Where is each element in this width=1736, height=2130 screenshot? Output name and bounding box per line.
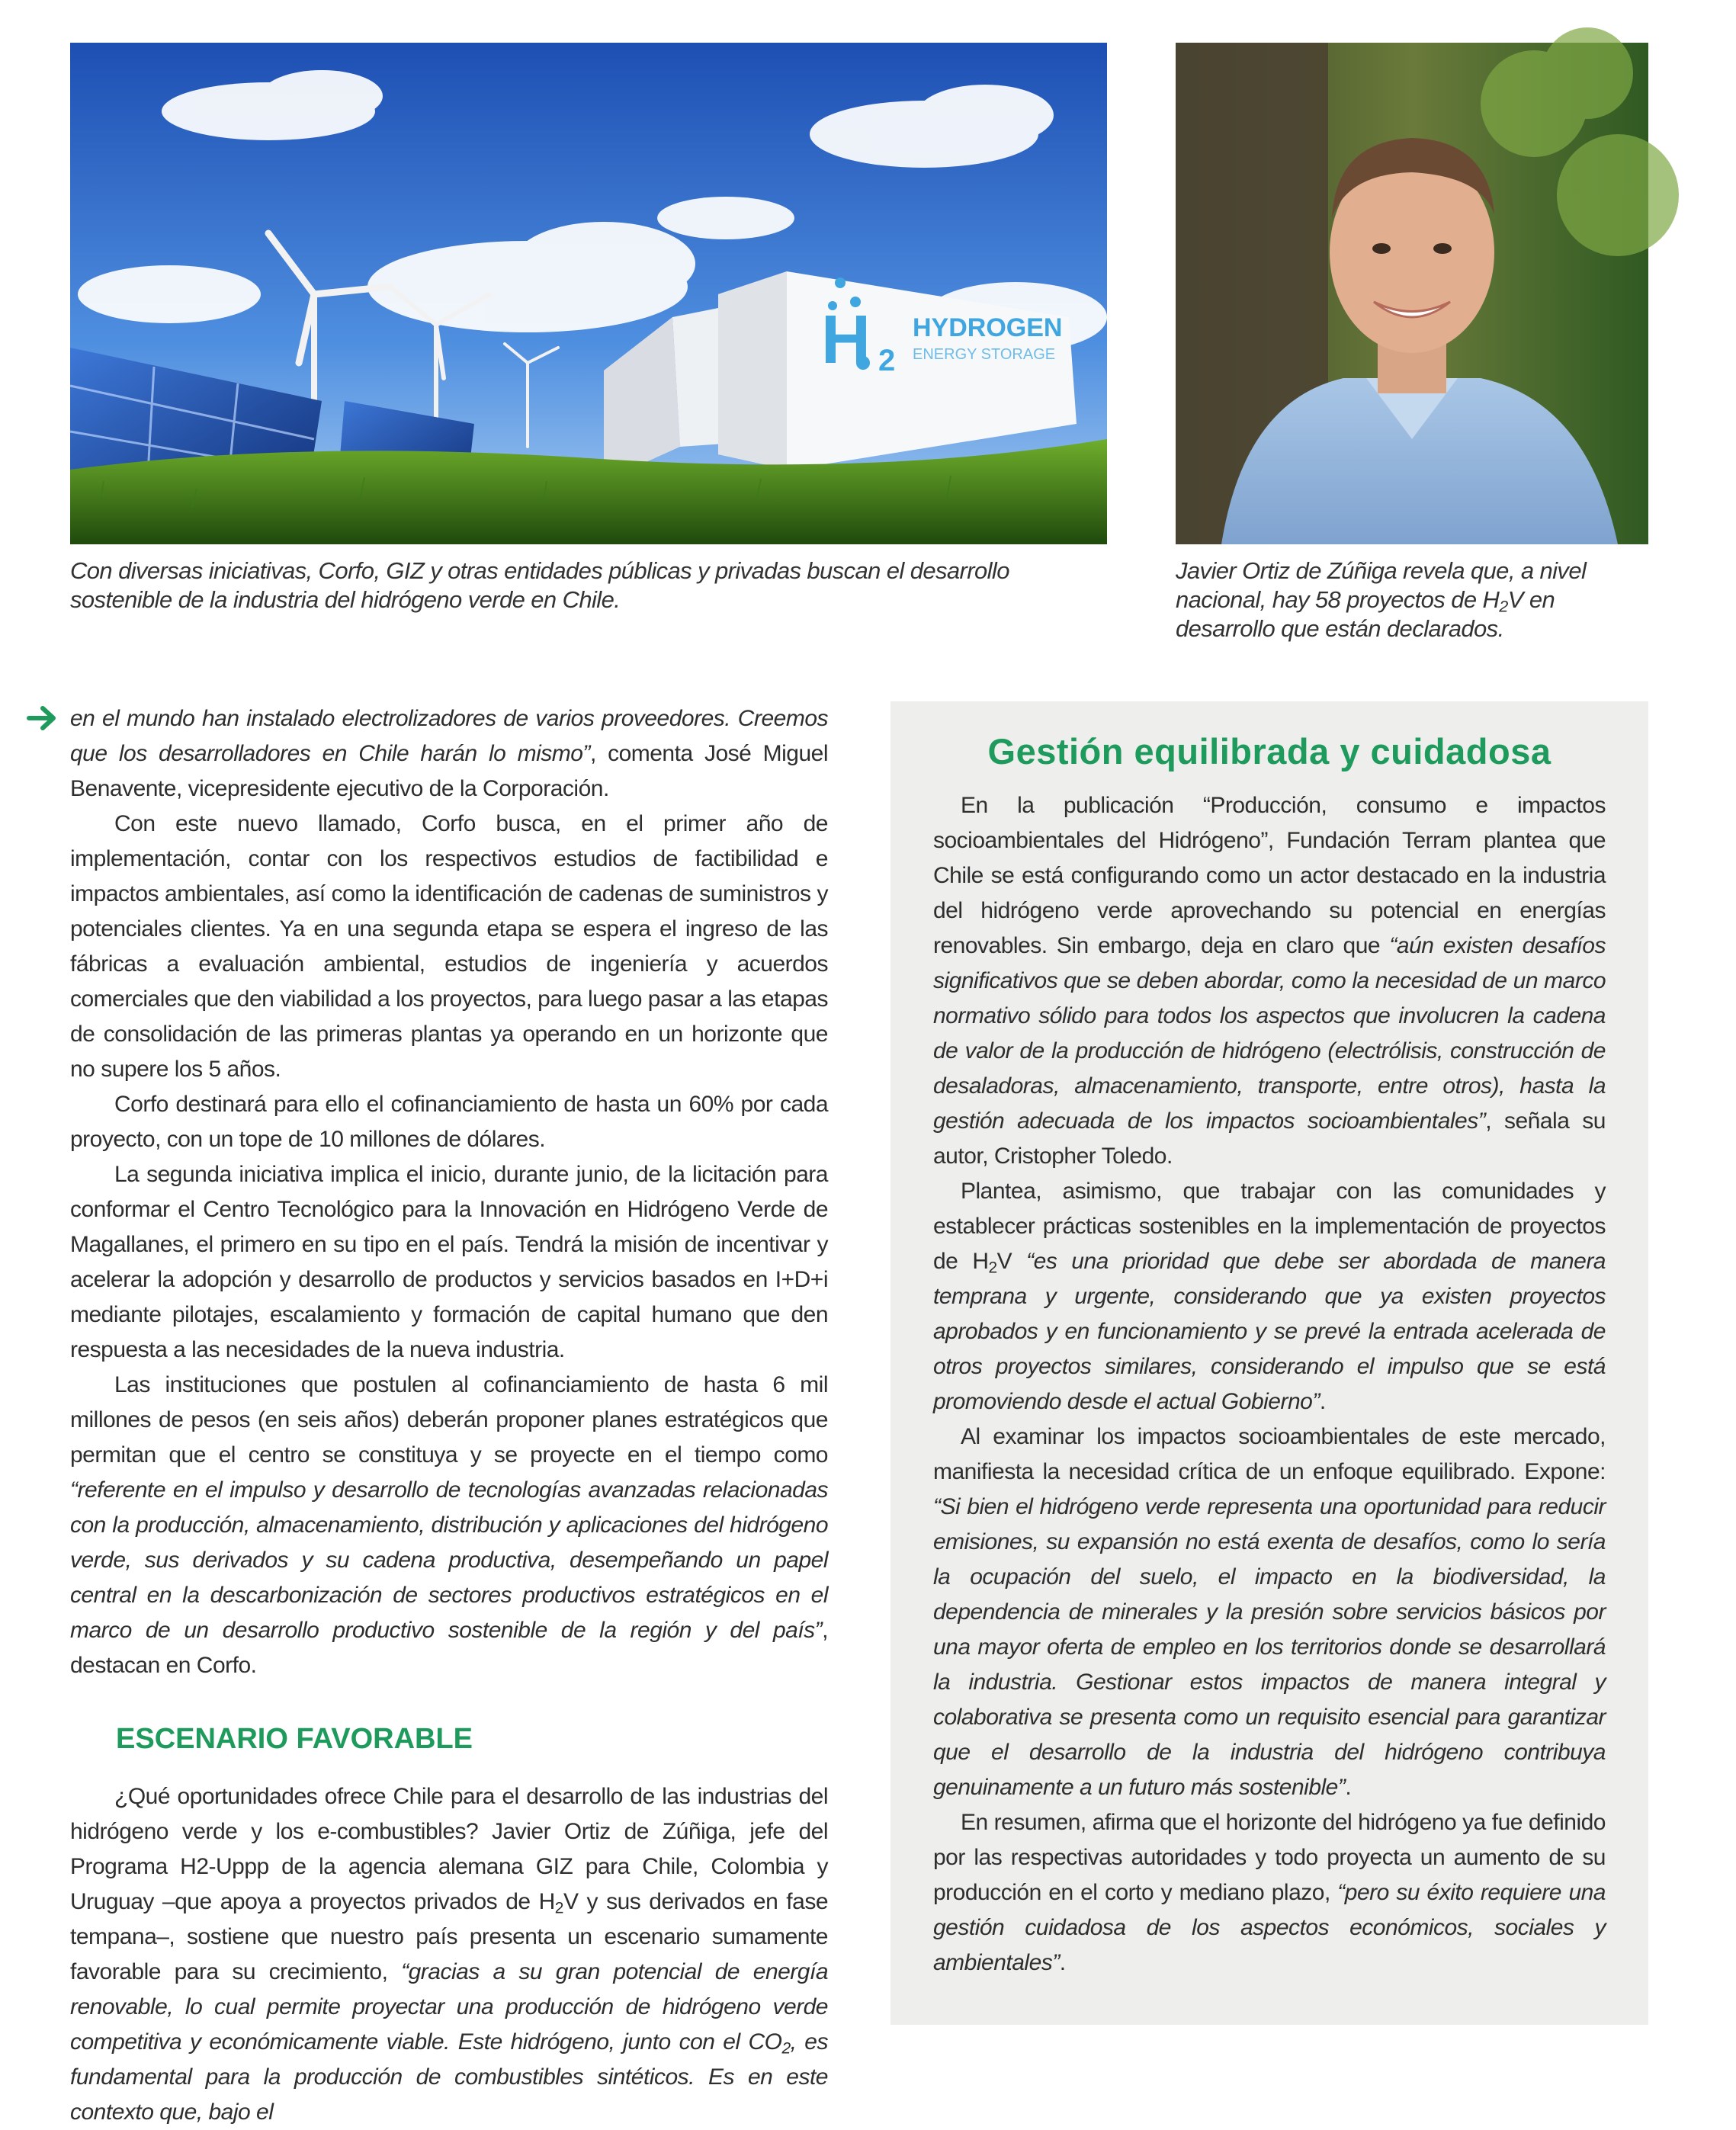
portrait-photo	[1176, 43, 1648, 544]
portrait-caption-part-b: V en desarrollo que están declarados.	[1176, 586, 1555, 642]
sidebar-paragraph-1	[933, 788, 1606, 1174]
h2v-subscript: 2	[554, 1899, 563, 1917]
sidebar-paragraph-1-a: En la publicación “Producción, consumo e impactos socioambientales del Hidrógeno”, Fundación Terram plantea que Chile se está configurando como un actor destacado en la industria del hidrógeno verde aprovechando su potencial en energías renovables. Sin embargo, deja en claro que	[933, 793, 1606, 958]
sidebar-paragraph-4-b: .	[1059, 1950, 1066, 1975]
sidebar-paragraph-4	[933, 1805, 1606, 1981]
continuation-arrow-icon	[26, 702, 58, 734]
article-paragraph-6	[70, 1779, 828, 2130]
sidebar-paragraph-3-b: .	[1345, 1775, 1352, 1800]
sidebar-paragraph-2	[933, 1174, 1606, 1419]
article-paragraph-6-b: V y sus derivados en fase tempana–, sostiene que nuestro país presenta un escenario sumamente favorable para su crecimiento,	[70, 1889, 829, 1984]
sidebar-h2v-subscript: 2	[988, 1259, 997, 1277]
quote-ortiz-1: “gracias a su gran potencial de energía renovable, lo cual permite proyectar una producción de hidrógeno verde competitiva y económicamente viable. Este hidrógeno, junto con el CO	[70, 1959, 829, 2055]
section-heading: ESCENARIO FAVORABLE	[116, 1723, 473, 1755]
sidebar-paragraph-1-b: , señala su autor, Cristopher Toledo.	[933, 1108, 1606, 1169]
sidebar-paragraph-2-a: Plantea, asimismo, que trabajar con las comunidades y establecer prácticas sostenibles en la implementación de proyectos de H	[933, 1179, 1606, 1274]
quote-ortiz-2: , es fundamental para la producción de combustibles sintéticos. Es en este contexto que, bajo el	[70, 2029, 828, 2125]
sidebar-paragraph-2-c: .	[1319, 1389, 1326, 1414]
sidebar-paragraph-4-a: En resumen, afirma que el horizonte del hidrógeno ya fue definido por las respectivas autoridades y todo proyecta un aumento de su producción en el corto y mediano plazo,	[933, 1810, 1606, 1905]
h2-subscript: 2	[878, 344, 896, 377]
portrait-caption	[1176, 557, 1633, 643]
article-paragraph-5	[70, 1368, 828, 1683]
sidebar-paragraph-2-b: V	[996, 1249, 1027, 1274]
quote-exito: “pero su éxito requiere una gestión cuidadosa de los aspectos económicos, sociales y ambientales”	[933, 1880, 1606, 1975]
sidebar-box	[890, 701, 1648, 2025]
article-paragraph-1	[70, 701, 828, 807]
sidebar-title: Gestión equilibrada y cuidadosa	[987, 731, 1551, 771]
sidebar-paragraph-3	[933, 1419, 1606, 1805]
sidebar-paragraph-3-a: Al examinar los impactos socioambientales de este mercado, manifiesta la necesidad crítica de un enfoque equilibrado. Expone:	[933, 1424, 1606, 1484]
h2-label: H	[821, 302, 871, 378]
hydrogen-storage-photo	[70, 43, 1107, 544]
energy-storage-text: ENERGY STORAGE	[913, 346, 1056, 363]
hydrogen-brand: HYDROGEN	[913, 313, 1063, 342]
main-photo-caption: Con diversas iniciativas, Corfo, GIZ y otras entidades públicas y privadas buscan el desarrollo sostenible de la industria del hidrógeno verde en Chile.	[70, 557, 1009, 613]
portrait-caption-part-a: Javier Ortiz de Zúñiga revela que, a nivel nacional, hay 58 proyectos de H	[1176, 557, 1587, 613]
article-paragraph-1-rest: , comenta José Miguel Benavente, vicepresidente ejecutivo de la Corporación.	[70, 741, 828, 801]
quote-corfo: “referente en el impulso y desarrollo de tecnologías avanzadas relacionadas con la producción, almacenamiento, distribución y aplicaciones del hidrógeno verde, sus derivados y su cadena productiva, desempeñando un papel central en la descarbonización de sectores productivos estratégicos en el marco de un desarrollo productivo sostenible de la región y del país”	[70, 1477, 828, 1643]
quote-benavente: en el mundo han instalado electrolizadores de varios proveedores. Creemos que los desarrolladores en Chile harán lo mismo”	[70, 706, 828, 766]
article-paragraph-5-b: , destacan en Corfo.	[70, 1618, 828, 1678]
quote-prioridad: “es una prioridad que debe ser abordada de manera temprana y urgente, considerando que ya existen proyectos aprobados y en funcionamiento y se prevé la entrada acelerada de otros proyectos similares, considerando el impulso que se está promoviendo desde el actual Gobierno”	[933, 1249, 1606, 1414]
sidebar-body	[933, 788, 1606, 1981]
article-paragraph-4: La segunda iniciativa implica el inicio, durante junio, de la licitación para conformar el Centro Tecnológico para la Innovación en Hidrógeno Verde de Magallanes, el primero en su tipo en el país. Tendrá la misión de incentivar y acelerar la adopción y desarrollo de productos y servicios basados en I+D+i mediante pilotajes, escalamiento y formación de capital humano que den respuesta a las necesidades de la nueva industria.	[70, 1162, 828, 1362]
portrait-caption-subscript: 2	[1499, 596, 1508, 616]
article-column	[70, 701, 828, 2130]
article-paragraph-2: Con este nuevo llamado, Corfo busca, en el primer año de implementación, contar con los respectivos estudios de factibilidad e impactos ambientales, así como la identificación de cadenas de suministros y potenciales clientes. Ya en una segunda etapa se espera el ingreso de las fábricas a evaluación ambiental, estudios de ingeniería y acuerdos comerciales que den viabilidad a los proyectos, para luego pasar a las etapas de consolidación de las primeras plantas ya operando en un horizonte que no supere los 5 años.	[70, 811, 828, 1082]
quote-terram: “aún existen desafíos significativos que se deben abordar, como la necesidad de un marco normativo sólido para todos los aspectos que involucren la cadena de valor de la producción de hidrógeno (electrólisis, construcción de desaladoras, almacenamiento, transporte, entre otros), hasta la gestión adecuada de los impactos socioambientales”	[933, 933, 1606, 1134]
co2-subscript: 2	[781, 2039, 791, 2058]
quote-impactos: “Si bien el hidrógeno verde representa una oportunidad para reducir emisiones, su expansión no está exenta de desafíos, como lo sería la ocupación del suelo, el impacto en la biodiversidad, la dependencia de minerales y la presión sobre servicios básicos por una mayor oferta de empleo en los territorios donde se desarrollará la industria. Gestionar estos impactos de manera integral y colaborativa se presenta como un requisito esencial para garantizar que el desarrollo de la industria del hidrógeno contribuya genuinamente a un futuro más sostenible”	[933, 1494, 1606, 1800]
article-paragraph-5-a: Las instituciones que postulen al cofinanciamiento de hasta 6 mil millones de pesos (en seis años) deberán proponer planes estratégicos que permitan que el centro se constituya y se proyecte en el tiempo como	[70, 1372, 828, 1468]
article-paragraph-6-a: ¿Qué oportunidades ofrece Chile para el desarrollo de las industrias del hidrógeno verde y los e-combustibles? Javier Ortiz de Zúñiga, jefe del Programa H2-Uppp de la agencia alemana GIZ para Chile, Colombia y Uruguay –que apoya a proyectos privados de H	[70, 1784, 828, 1914]
article-paragraph-3: Corfo destinará para ello el cofinanciamiento de hasta un 60% por cada proyecto, con un tope de 10 millones de dólares.	[70, 1092, 828, 1152]
